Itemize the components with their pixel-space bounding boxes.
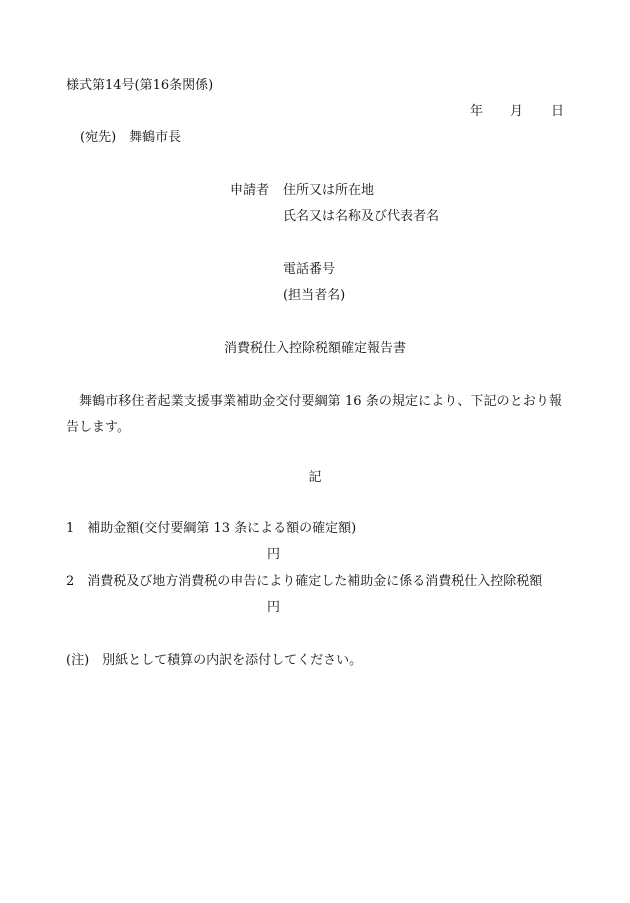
applicant-name-label: 氏名又は名称及び代表者名: [283, 209, 440, 224]
form-number: 様式第14号(第16条関係): [66, 78, 214, 93]
document-title: 消費税仕入控除税額確定報告書: [223, 341, 406, 356]
applicant-label: 申請者: [230, 183, 270, 198]
date-year-label: 年: [470, 104, 484, 119]
item-2-text: 2 消費税及び地方消費税の申告により確定した補助金に係る消費税仕入控除税額: [66, 574, 543, 589]
item-2-unit: 円: [267, 600, 281, 615]
item-1-text: 1 補助金額(交付要綱第 13 条による額の確定額): [66, 521, 357, 536]
note-text: (注) 別紙として積算の内訳を添付してください。: [66, 653, 363, 668]
applicant-contact-label: (担当者名): [283, 288, 346, 303]
applicant-phone-label: 電話番号: [283, 262, 336, 277]
addressee: (宛先) 舞鶴市長: [80, 130, 182, 145]
ki-heading: 記: [308, 470, 322, 485]
date-month-label: 月: [510, 104, 524, 119]
applicant-address-label: 住所又は所在地: [283, 183, 375, 198]
item-1-unit: 円: [267, 547, 281, 562]
body-paragraph: 舞鶴市移住者起業支援事業補助金交付要綱第 16 条の規定により、下記のとおり報告します。: [66, 394, 562, 435]
date-day-label: 日: [551, 104, 565, 119]
